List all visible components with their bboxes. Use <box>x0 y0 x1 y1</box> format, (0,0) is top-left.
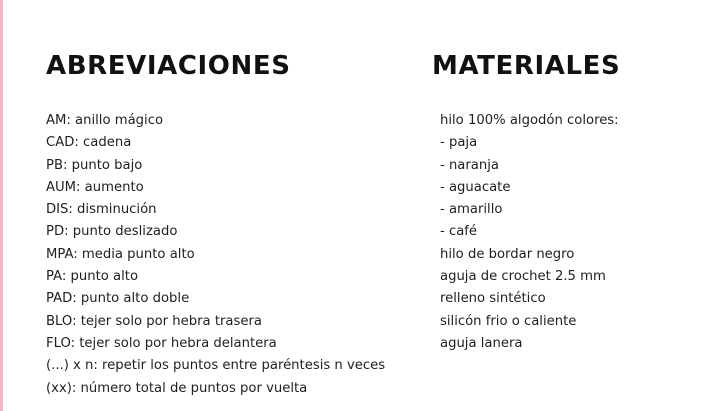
material-item: relleno sintético <box>440 291 546 307</box>
abbreviation-item: (xx): número total de puntos por vuelta <box>46 380 308 396</box>
abbreviation-item: AM: anillo mágico <box>46 113 164 128</box>
abbreviation-item: AUM: aumento <box>46 179 144 195</box>
abbreviation-item: BLO: tejer solo por hebra trasera <box>46 313 262 329</box>
abbreviation-item: PA: punto alto <box>46 269 139 285</box>
material-item: - café <box>440 224 478 240</box>
material-item: aguja de crochet 2.5 mm <box>440 269 606 285</box>
material-item: aguja lanera <box>440 335 523 351</box>
abbreviation-item: MPA: media punto alto <box>46 246 195 262</box>
material-item: hilo 100% algodón colores: <box>440 113 619 128</box>
abbreviation-item: (...) x n: repetir los puntos entre paréntesis n veces <box>46 358 386 374</box>
material-item: hilo de bordar negro <box>440 246 575 262</box>
abbreviation-item: CAD: cadena <box>46 135 132 151</box>
abbreviation-item: PD: punto deslizado <box>46 224 178 240</box>
material-item: - naranja <box>440 157 499 173</box>
left-edge-accent <box>0 0 3 411</box>
material-item: - amarillo <box>440 202 503 218</box>
material-item: - paja <box>440 135 478 151</box>
abbreviation-item: FLO: tejer solo por hebra delantera <box>46 335 277 351</box>
abbreviation-item: PAD: punto alto doble <box>46 291 190 307</box>
abbreviation-item: DIS: disminución <box>46 202 157 218</box>
abbreviations-heading: ABREVIACIONES <box>46 51 291 81</box>
material-item: silicón frio o caliente <box>440 313 577 329</box>
materials-heading: MATERIALES <box>432 51 621 81</box>
abbreviation-item: PB: punto bajo <box>46 157 143 173</box>
materials-section <box>434 48 704 355</box>
abbreviations-section <box>46 48 426 400</box>
materials-list <box>440 110 704 355</box>
abbreviations-list <box>46 110 426 400</box>
material-item: - aguacate <box>440 179 511 195</box>
